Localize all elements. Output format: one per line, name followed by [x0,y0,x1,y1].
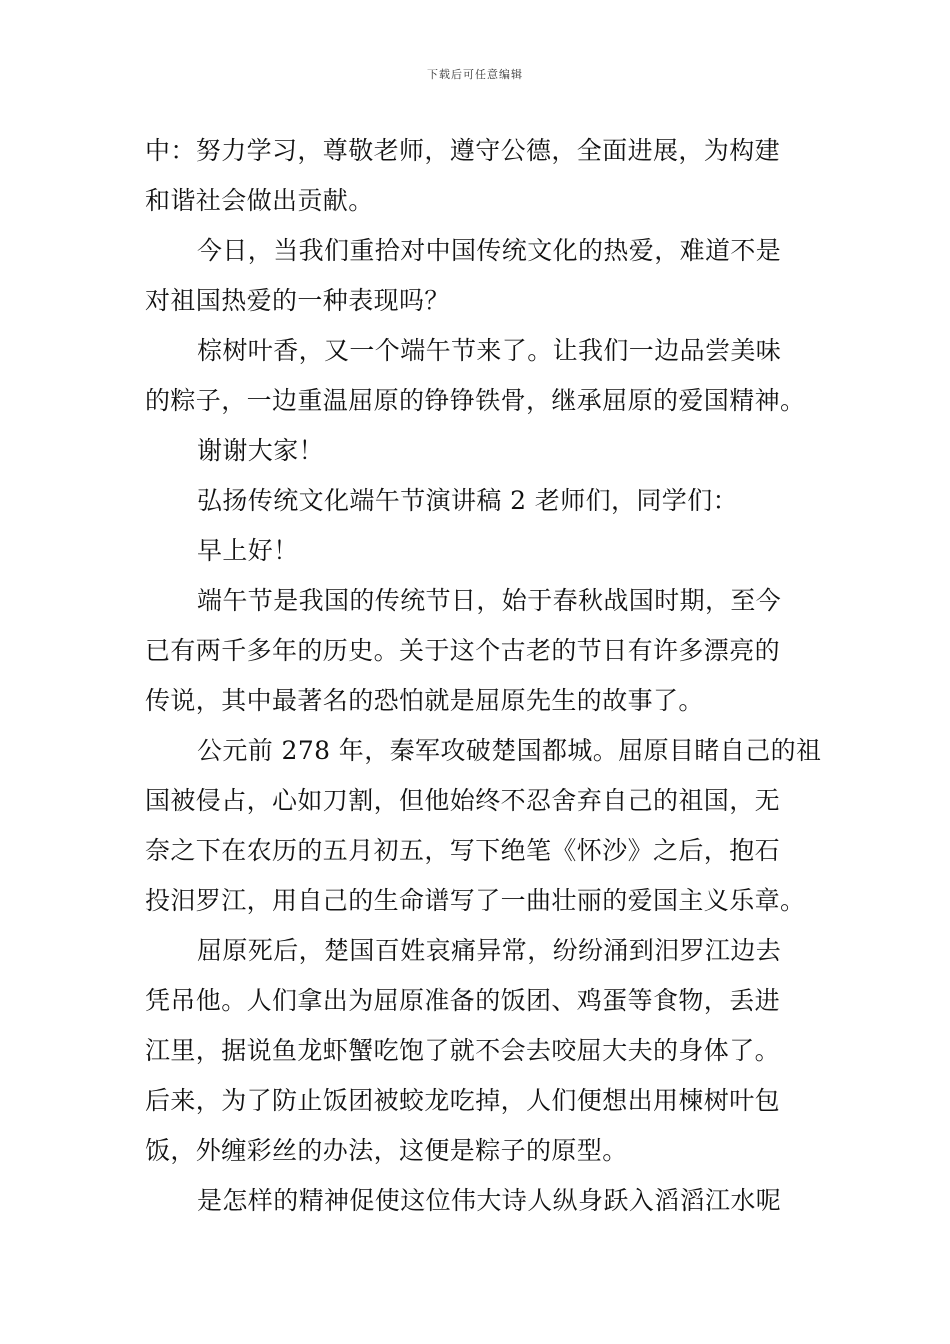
text-line: 公元前 278 年，秦军攻破楚国都城。屈原目睹自己的祖 [197,736,822,765]
text-line: 后来，为了防止饭团被蛟龙吃掉，人们便想出用楝树叶包 [145,1086,781,1115]
page-header: 下载后可任意编辑 [427,68,523,81]
text-line: 和谐社会做出贡献。 [145,186,374,215]
text-line: 屈原死后，楚国百姓哀痛异常，纷纷涌到汨罗江边去 [197,936,782,965]
text-line: 端午节是我国的传统节日，始于春秋战国时期，至今 [197,586,782,615]
text-line: 已有两千多年的历史。关于这个古老的节日有许多漂亮的 [145,636,781,665]
document-body [145,126,822,1226]
text-line: 凭吊他。人们拿出为屈原准备的饭团、鸡蛋等食物，丢进 [145,986,781,1015]
text-line: 奈之下在农历的五月初五，写下绝笔《怀沙》之后，抱石 [145,836,781,865]
text-line: 是怎样的精神促使这位伟大诗人纵身跃入滔滔江水呢 [197,1186,782,1215]
text-line: 国被侵占，心如刀割，但他始终不忍舍弃自己的祖国，无 [145,786,781,815]
text-line: 饭，外缠彩丝的办法，这便是粽子的原型。 [145,1136,628,1165]
text-line: 早上好！ [197,536,299,565]
text-line: 江里，据说鱼龙虾蟹吃饱了就不会去咬屈大夫的身体了。 [145,1036,781,1065]
text-line: 谢谢大家！ [197,436,325,465]
text-line: 中：努力学习，尊敬老师，遵守公德，全面进展，为构建 [145,136,781,165]
text-line: 传说，其中最著名的恐怕就是屈原先生的故事了。 [145,686,704,715]
text-line: 今日，当我们重拾对中国传统文化的热爱，难道不是 [197,236,782,265]
text-line: 的粽子，一边重温屈原的铮铮铁骨，继承屈原的爱国精神。 [145,386,806,415]
speech-title-line: 弘扬传统文化端午节演讲稿 2 老师们，同学们： [197,486,739,515]
text-line: 棕树叶香，又一个端午节来了。让我们一边品尝美味 [197,336,782,365]
text-line: 对祖国热爱的一种表现吗？ [145,286,450,315]
text-line: 投汨罗江，用自己的生命谱写了一曲壮丽的爱国主义乐章。 [145,886,806,915]
